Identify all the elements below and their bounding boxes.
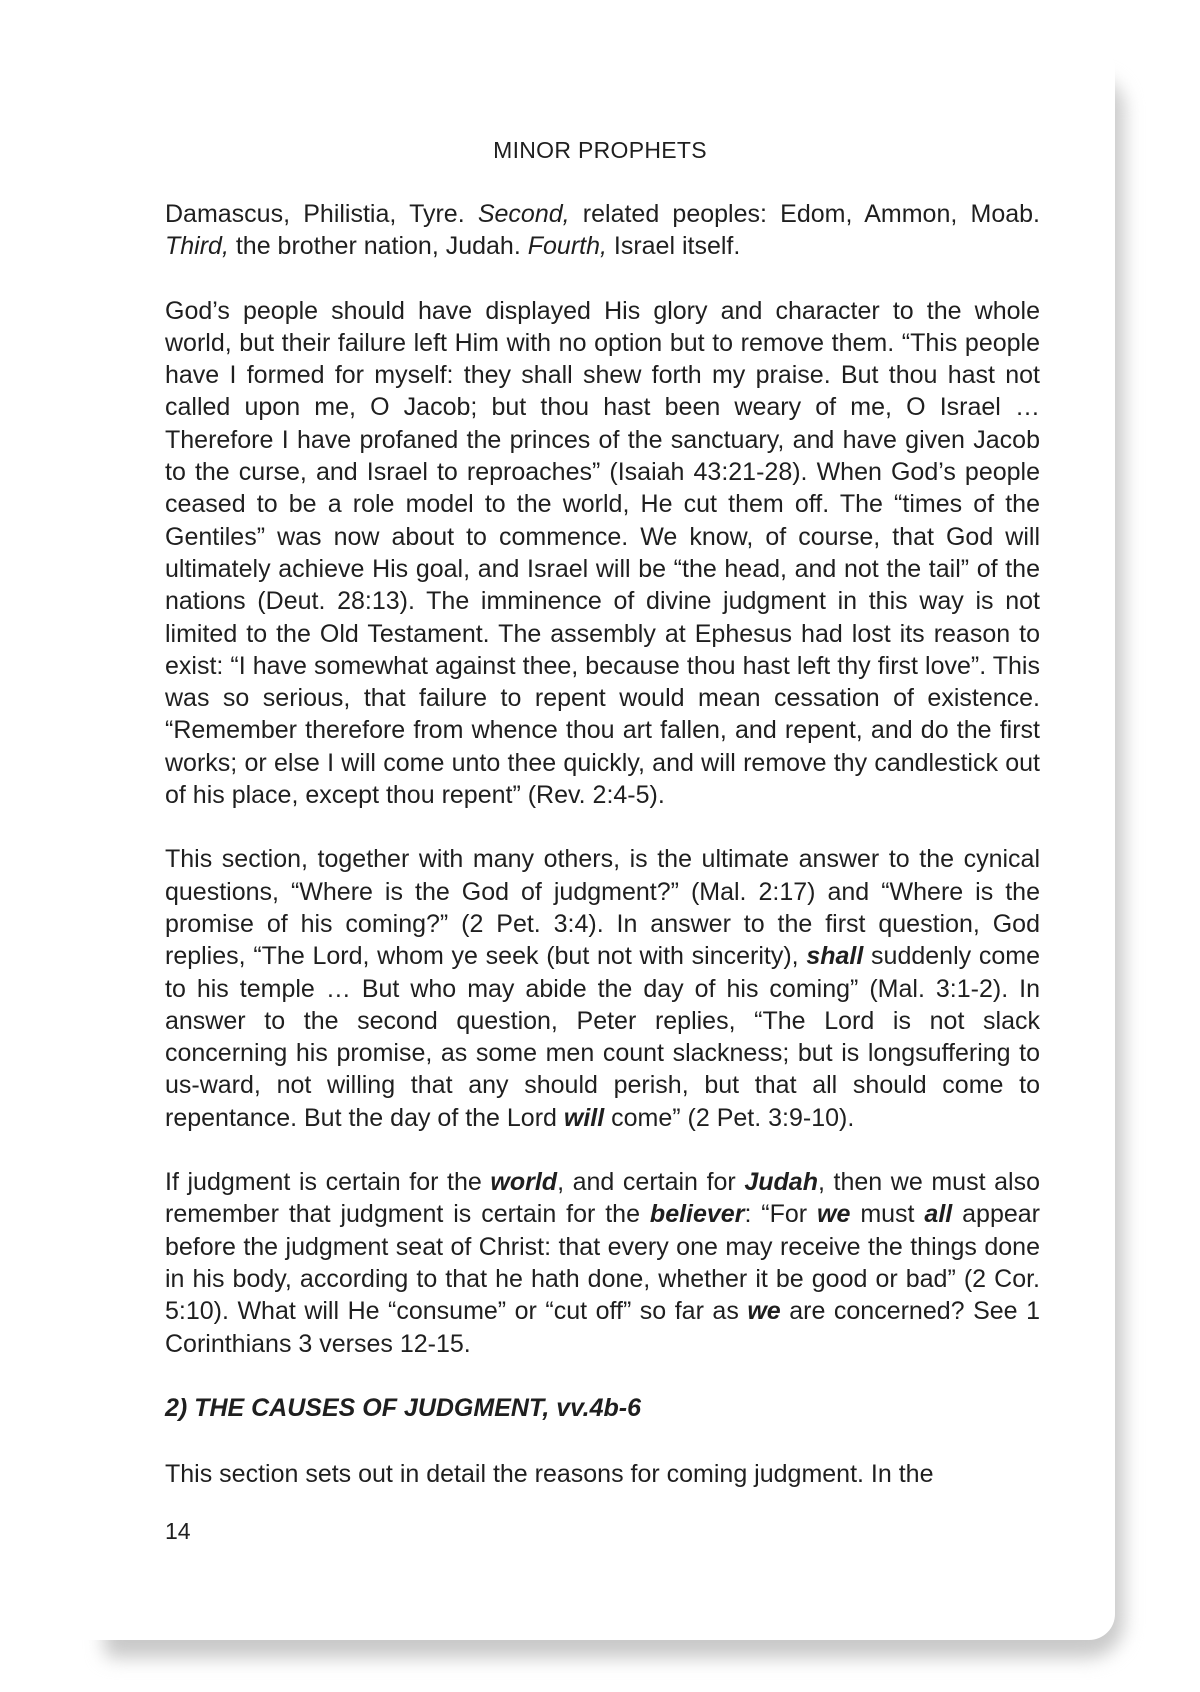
emphasis-text: we — [747, 1297, 781, 1326]
emphasis-text: Fourth, — [527, 232, 607, 261]
running-head: MINOR PROPHETS — [493, 137, 707, 163]
emphasis-text: shall — [806, 942, 864, 971]
page-number: 14 — [165, 1518, 191, 1544]
emphasis-text: world — [490, 1168, 558, 1197]
section-heading: 2) THE CAUSES OF JUDGMENT, vv.4b-6 — [165, 1393, 642, 1422]
emphasis-text: Judah — [744, 1168, 818, 1197]
paragraph: God’s people should have displayed His glory and character to the whole world, but their failure left Him with no option but to remove them. “This people have I formed for myself: they shall shew forth my praise. But thou hast not called upon me, O Jacob; but thou hast been weary of me, O Israel … Therefore I have profaned the princes of the sanctuary, and have given Jacob to the curse, and Israel to reproaches” (Isaiah 43:21-28). When God’s people ceased to be a role model to the world, He cut them off. The “times of the Gentiles” was now about to commence. We know, of course, that God will ultimately achieve His goal, and Israel will be “the head, and not the tail” of the nations (Deut. 28:13). The imminence of divine judgment in this way is not limited to the Old Testament. The assembly at Ephesus had lost its reason to exist: “I have somewhat against thee, because thou hast left thy first love”. This was so serious, that failure to repent would mean cessation of existence. “Remember therefore from whence thou art fallen, and repent, and do the first works; or else I will come unto thee quickly, and will remove thy candlestick out of his place, except thou repent” (Rev. 2:4-5). — [165, 296, 1040, 810]
emphasis-text: believer — [649, 1200, 745, 1229]
emphasis-text: will — [563, 1103, 605, 1132]
paragraph: If judgment is certain for the world, and certain for Judah, then we must also remember that judgment is certain for the believer: “For we must all appear before the judgment seat of Christ: that every one may receive the things done in his body, according to that he hath done, whether it be good or bad” (2 Cor. 5:10). What will He “consume” or “cut off” so far as we are concerned? See 1 Corinthians 3 verses 12-15. — [165, 1168, 1040, 1358]
emphasis-text: Second, — [477, 200, 570, 228]
paragraph: This section, together with many others, is the ultimate answer to the cynical questions, “Where is the God of judgment?” (Mal. 2:17) and “Where is the promise of his coming?” (2 Pet. 3:4). In answer to the first question, God replies, “The Lord, whom ye seek (but not with sincerity), shall suddenly come to his temple … But who may abide the day of his coming” (Mal. 3:1-2). In answer to the second question, Peter replies, “The Lord is not slack concerning his promise, as some men count slackness; but is longsuffering to us-ward, not willing that any should perish, but that all should come to repentance. But the day of the Lord will come” (2 Pet. 3:9-10). — [165, 845, 1040, 1132]
emphasis-text: we — [817, 1200, 851, 1229]
emphasis-text: all — [924, 1200, 953, 1229]
closing-paragraph: This section sets out in detail the reasons for coming judgment. In the — [165, 1459, 934, 1488]
emphasis-text: Third, — [165, 232, 229, 261]
paragraph: Damascus, Philistia, Tyre. Second, related peoples: Edom, Ammon, Moab. Third, the brother nation, Judah. Fourth, Israel itself. — [165, 200, 1040, 261]
body-text — [165, 198, 1040, 1522]
